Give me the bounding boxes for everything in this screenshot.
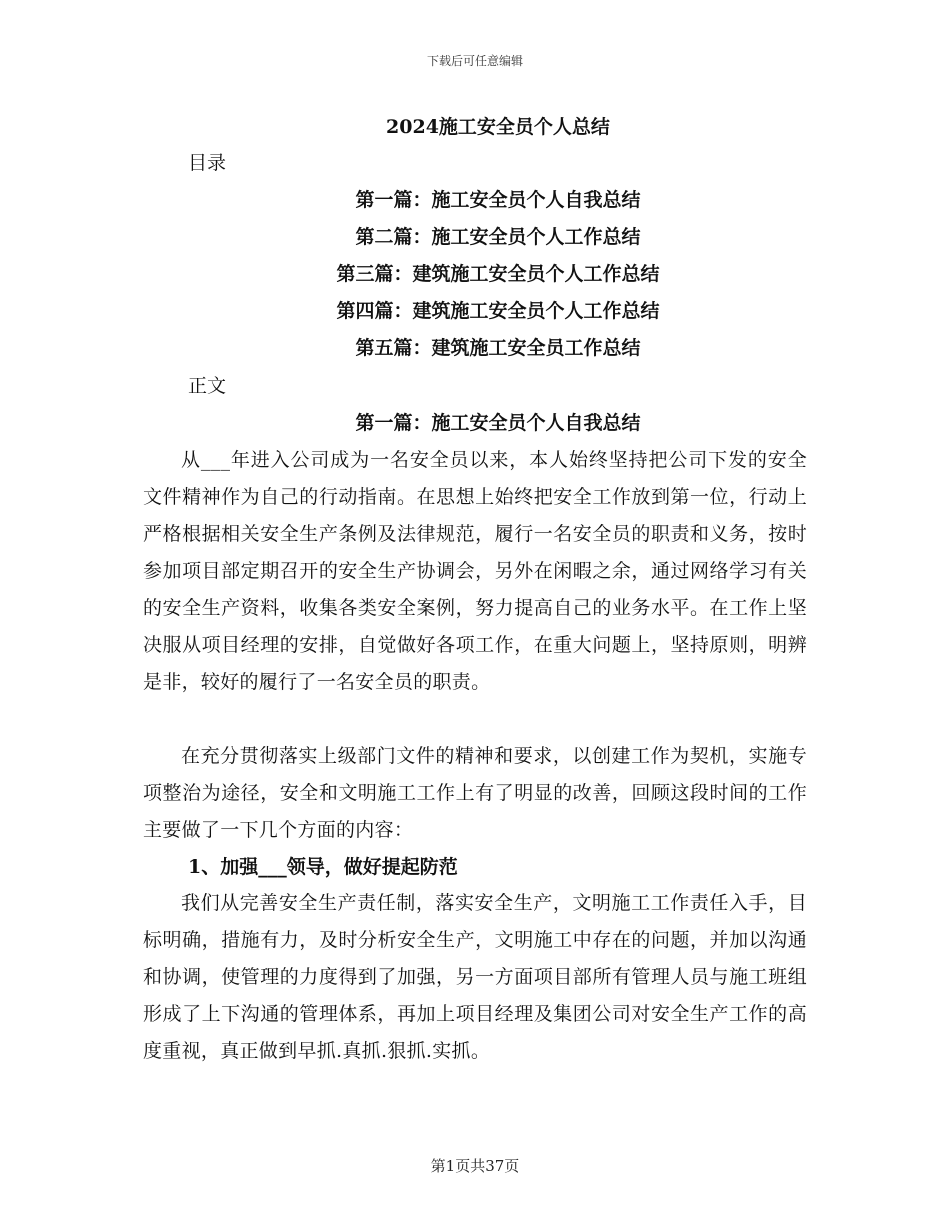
toc-item-1: 第一篇：施工安全员个人自我总结: [355, 189, 641, 211]
toc-item-2: 第二篇：施工安全员个人工作总结: [355, 226, 641, 248]
document-title: 2024施工安全员个人总结: [386, 116, 610, 138]
body-paragraph-3: 我们从完善安全生产责任制，落实安全生产，文明施工工作责任入手，目标明确，措施有力，及时分析安全生产，文明施工中存在的问题，并加以沟通和协调，使管理的力度得到了加强，另一方面项目部所有管理人员与施工班组形成了上下沟通的管理体系，再加上项目经理及集团公司对安全生产工作的高度重视，真正做到早抓.真抓.狠抓.实抓。: [143, 892, 807, 1062]
toc-label: 目录: [188, 152, 227, 174]
page-footer: 第1页共37页: [430, 1157, 520, 1175]
body-paragraph-2: 在充分贯彻落实上级部门文件的精神和要求，以创建工作为契机，实施专项整治为途径，安全和文明施工工作上有了明显的改善，回顾这段时间的工作主要做了一下几个方面的内容：: [143, 745, 807, 841]
subheading: 1、加强___领导，做好提起防范: [188, 856, 458, 878]
body-paragraph-1: 从___年进入公司成为一名安全员以来，本人始终坚持把公司下发的安全文件精神作为自己的行动指南。在思想上始终把安全工作放到第一位，行动上严格根据相关安全生产条例及法律规范，履行一名安全员的职责和义务，按时参加项目部定期召开的安全生产协调会，另外在闲暇之余，通过网络学习有关的安全生产资料，收集各类安全案例，努力提高自己的业务水平。在工作上坚决服从项目经理的安排，自觉做好各项工作，在重大问题上，坚持原则，明辨是非，较好的履行了一名安全员的职责。: [143, 449, 807, 693]
page-header-note: 下载后可任意编辑: [426, 54, 523, 68]
body-label: 正文: [188, 375, 227, 397]
section-title: 第一篇：施工安全员个人自我总结: [355, 412, 641, 434]
toc-item-4: 第四篇：建筑施工安全员个人工作总结: [336, 300, 660, 322]
toc-item-5: 第五篇：建筑施工安全员工作总结: [355, 337, 641, 359]
toc-item-3: 第三篇：建筑施工安全员个人工作总结: [336, 263, 660, 285]
